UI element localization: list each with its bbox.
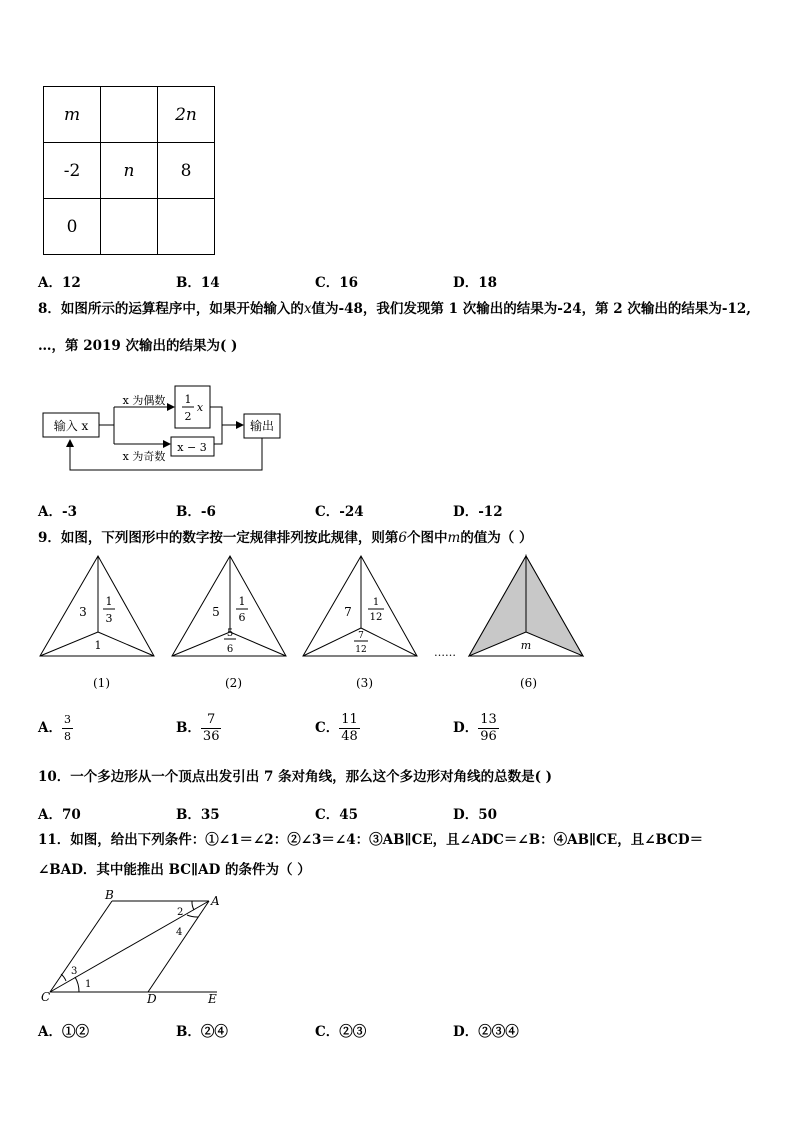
question-8-line2: …，第 2019 次输出的结果为( ) bbox=[38, 338, 238, 354]
option-d: D．50 bbox=[453, 807, 497, 823]
option-b: B．②④ bbox=[176, 1024, 228, 1040]
option-c: C．②③ bbox=[315, 1024, 367, 1040]
fig2-top-num: 1 bbox=[238, 595, 246, 608]
option-d: D．②③④ bbox=[453, 1024, 519, 1040]
fig1-top-den: 3 bbox=[105, 612, 113, 625]
grid-cell: m bbox=[44, 87, 101, 143]
caption-fig2: (2) bbox=[225, 676, 242, 690]
triangle-figure-1 bbox=[40, 556, 154, 656]
fig1-left: 3 bbox=[79, 605, 87, 619]
odd-label: x 为奇数 bbox=[122, 450, 166, 463]
half-denominator: 2 bbox=[184, 410, 192, 423]
question-11-line1: 11．如图，给出下列条件：①∠1＝∠2：②∠3＝∠4：③AB∥CE，且∠ADC＝∠B：④AB∥CE，且∠BCD＝ bbox=[38, 832, 704, 848]
option-b: B．14 bbox=[176, 275, 220, 291]
option-c: C．-24 bbox=[315, 504, 364, 520]
question-11-line2: ∠BAD．其中能推出 BC∥AD 的条件为（ ） bbox=[38, 862, 311, 878]
caption-fig3: (3) bbox=[356, 676, 373, 690]
grid-cell: -2 bbox=[44, 143, 101, 199]
option-a: A．70 bbox=[38, 807, 81, 823]
fig3-bottom-den: 12 bbox=[355, 645, 367, 655]
half-numerator: 1 bbox=[184, 393, 192, 406]
fig3-bottom-num: 7 bbox=[358, 631, 364, 641]
angle-4: 4 bbox=[176, 927, 183, 938]
triangle-figure-6 bbox=[469, 556, 583, 656]
option-c: C．45 bbox=[315, 807, 359, 823]
label-e: E bbox=[208, 992, 217, 1006]
angle-3: 3 bbox=[71, 966, 78, 977]
label-d: D bbox=[147, 992, 157, 1006]
option-b: B．35 bbox=[176, 807, 220, 823]
angle-2: 2 bbox=[177, 907, 184, 918]
caption-fig1: (1) bbox=[93, 676, 110, 690]
question-10: 10．一个多边形从一个顶点出发引出 7 条对角线，那么这个多边形对角线的总数是( ) bbox=[38, 769, 553, 785]
grid-cell: 2n bbox=[158, 87, 215, 143]
label-c: C bbox=[41, 990, 51, 1004]
parallelogram-figure bbox=[35, 888, 235, 1010]
option-a: A．①② bbox=[38, 1024, 89, 1040]
even-label: x 为偶数 bbox=[122, 394, 166, 407]
option-d: D． $\frac{13}{96}$ bbox=[453, 712, 497, 744]
grid-cell bbox=[101, 199, 158, 255]
grid-cell: n bbox=[101, 143, 158, 199]
grid-cell: 0 bbox=[44, 199, 101, 255]
option-d: D．18 bbox=[453, 275, 497, 291]
grid-cell bbox=[158, 199, 215, 255]
grid-cell: 8 bbox=[158, 143, 215, 199]
triangle-figures bbox=[30, 550, 590, 700]
fig3-top-den: 12 bbox=[369, 612, 383, 623]
angle-1: 1 bbox=[85, 979, 92, 990]
fig3-left: 7 bbox=[344, 605, 352, 619]
option-c: C．16 bbox=[315, 275, 359, 291]
option-d: D．-12 bbox=[453, 504, 503, 520]
option-a: A． $\frac{3}{8}$ bbox=[38, 713, 71, 743]
triangle-figure-3 bbox=[303, 556, 417, 656]
option-c: C． $\frac{11}{48}$ bbox=[315, 712, 358, 744]
fig2-left: 5 bbox=[212, 605, 220, 619]
flowchart bbox=[40, 380, 290, 475]
number-grid bbox=[43, 86, 215, 255]
question-8-line1: 8．如图所示的运算程序中，如果开始输入的x值为-48，我们发现第 1 次输出的结果为-24，第 2 次输出的结果为-12, bbox=[38, 301, 751, 317]
minus3-label: x − 3 bbox=[177, 441, 207, 454]
option-b: B．-6 bbox=[176, 504, 216, 520]
half-variable: x bbox=[196, 401, 204, 414]
input-label: 输入 x bbox=[53, 419, 89, 433]
output-label: 输出 bbox=[249, 419, 275, 433]
fig1-bottom: 1 bbox=[94, 639, 102, 652]
fig2-top-den: 6 bbox=[238, 611, 246, 624]
triangle-figure-2 bbox=[172, 556, 286, 656]
fig3-top-num: 1 bbox=[372, 597, 380, 608]
option-a: A．12 bbox=[38, 275, 81, 291]
caption-fig6: (6) bbox=[520, 676, 537, 690]
grid-cell bbox=[101, 87, 158, 143]
fig2-bottom-den: 6 bbox=[226, 644, 234, 655]
fig2-bottom-num: 5 bbox=[226, 628, 234, 639]
fig1-top-num: 1 bbox=[105, 595, 113, 608]
label-b: B bbox=[105, 888, 114, 902]
label-a: A bbox=[211, 894, 220, 908]
option-a: A．-3 bbox=[38, 504, 77, 520]
option-b: B． $\frac{7}{36}$ bbox=[176, 712, 220, 744]
ellipsis: …… bbox=[434, 646, 456, 659]
fig6-bottom: m bbox=[520, 639, 532, 652]
question-9: 9．如图，下列图形中的数字按一定规律排列按此规律，则第6个图中m的值为（ ） bbox=[38, 530, 533, 546]
